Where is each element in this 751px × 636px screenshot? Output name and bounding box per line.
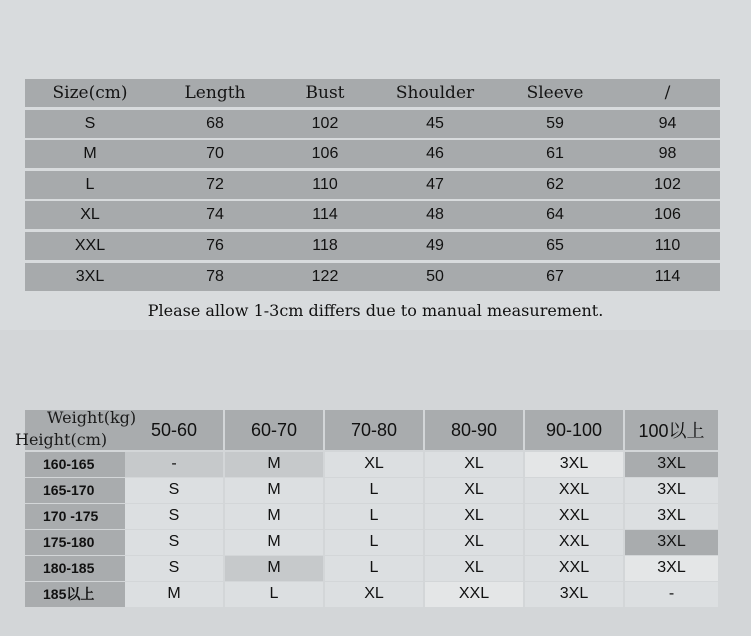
size-recommendation-cell: 3XL (625, 556, 718, 581)
size-cell: 110 (654, 236, 681, 254)
weight-header-row (15, 408, 720, 450)
size-cell: 98 (658, 145, 677, 163)
corner-cell (15, 408, 137, 450)
size-cell: 94 (658, 114, 677, 132)
weight-height-table (15, 408, 720, 608)
size-cell: 50 (426, 267, 444, 285)
size-cell: 106 (311, 145, 339, 163)
size-cell: 47 (426, 175, 444, 193)
extra-header: / (664, 83, 671, 103)
height-label: Height(cm) (15, 430, 108, 449)
size-cell: 48 (426, 206, 444, 224)
length-header: Length (184, 83, 246, 103)
size-recommendation-cell: M (225, 530, 323, 555)
size-cell: 78 (206, 267, 224, 285)
size-recommendation-cell: XL (325, 582, 423, 607)
size-cell: 65 (546, 236, 564, 254)
size-recommendation-cell: L (325, 556, 423, 581)
size-recommendation-cell: M (225, 504, 323, 529)
size-recommendation-cell: XXL (525, 556, 623, 581)
size-recommendation-cell: XL (425, 504, 523, 529)
size-cell: 62 (546, 175, 564, 193)
height-row (25, 530, 720, 555)
weight-header: 80-90 (425, 410, 523, 450)
size-recommendation-cell: 3XL (625, 452, 718, 477)
weight-header: 90-100 (525, 410, 623, 450)
size-cell: 70 (206, 145, 224, 163)
size-recommendation-cell: XXL (525, 530, 623, 555)
height-row (25, 504, 720, 529)
size-cell: 110 (312, 175, 338, 193)
size-recommendation-cell: 3XL (625, 530, 718, 555)
size-cell: 64 (546, 206, 564, 224)
size-cell: 76 (206, 236, 224, 254)
size-label: 3XL (75, 267, 105, 285)
size-cell: 122 (311, 267, 339, 285)
size-recommendation-cell: XXL (525, 478, 623, 503)
size-cell: 102 (311, 114, 339, 132)
weight-header: 50-60 (125, 410, 223, 450)
size-recommendation-cell: M (225, 556, 323, 581)
size-header: Size(cm) (52, 83, 128, 103)
size-recommendation-cell: XL (425, 556, 523, 581)
size-recommendation-cell: - (625, 582, 718, 607)
shoulder-header: Shoulder (395, 83, 475, 103)
size-recommendation-cell: 3XL (525, 582, 623, 607)
size-recommendation-cell: S (125, 556, 223, 581)
size-cell: 59 (546, 114, 564, 132)
size-cell: 68 (206, 114, 224, 132)
size-row (25, 201, 720, 229)
size-recommendation-cell: XL (425, 452, 523, 477)
size-cell: 61 (546, 145, 564, 163)
size-recommendation-cell: M (225, 452, 323, 477)
size-row (25, 171, 720, 199)
size-row (25, 263, 720, 291)
size-cell: 72 (206, 175, 224, 193)
height-range-label: 180-185 (25, 556, 125, 581)
size-recommendation-cell: - (125, 452, 223, 477)
height-row (25, 556, 720, 581)
size-row (25, 110, 720, 138)
size-cell: 46 (426, 145, 444, 163)
size-cell: 45 (426, 114, 444, 132)
size-recommendation-cell: 3XL (625, 504, 718, 529)
size-label: XL (80, 206, 100, 224)
height-range-label: 185以上 (25, 582, 125, 607)
size-row (25, 140, 720, 168)
size-recommendation-cell: S (125, 504, 223, 529)
weight-header: 70-80 (325, 410, 423, 450)
size-cell: 114 (654, 267, 681, 285)
size-recommendation-cell: XXL (425, 582, 523, 607)
size-recommendation-cell: 3XL (525, 452, 623, 477)
size-recommendation-cell: 3XL (625, 478, 718, 503)
measurement-note: Please allow 1-3cm differs due to manual measurement. (147, 301, 604, 320)
size-recommendation-cell: XL (425, 530, 523, 555)
size-cell: 114 (312, 206, 338, 224)
height-row (25, 452, 720, 477)
size-recommendation-cell: S (125, 478, 223, 503)
size-cell: 74 (206, 206, 224, 224)
weight-label: Weight(kg) (47, 408, 137, 427)
height-range-label: 165-170 (25, 478, 125, 503)
size-cell: 118 (312, 236, 338, 254)
size-label: S (84, 114, 96, 132)
size-recommendation-cell: L (225, 582, 323, 607)
size-label: L (85, 175, 95, 193)
size-label: XXL (74, 236, 106, 254)
size-recommendation-cell: L (325, 478, 423, 503)
size-recommendation-cell: XL (325, 452, 423, 477)
size-cell: 67 (546, 267, 564, 285)
size-cell: 49 (426, 236, 444, 254)
size-chart-table (25, 79, 720, 293)
size-recommendation-cell: L (325, 504, 423, 529)
size-recommendation-cell: M (125, 582, 223, 607)
height-range-label: 160-165 (25, 452, 125, 477)
size-cell: 102 (654, 175, 681, 193)
height-range-label: 170 -175 (25, 504, 125, 529)
size-recommendation-cell: S (125, 530, 223, 555)
sleeve-header: Sleeve (526, 83, 584, 103)
size-cell: 106 (654, 206, 681, 224)
bust-header: Bust (305, 83, 345, 103)
size-recommendation-cell: L (325, 530, 423, 555)
size-recommendation-cell: XXL (525, 504, 623, 529)
height-row (25, 478, 720, 503)
size-recommendation-cell: M (225, 478, 323, 503)
size-recommendation-cell: XL (425, 478, 523, 503)
weight-header: 60-70 (225, 410, 323, 450)
size-label: M (83, 145, 97, 163)
size-row (25, 232, 720, 260)
size-chart-header-row (25, 79, 720, 107)
height-row (25, 582, 720, 607)
height-range-label: 175-180 (25, 530, 125, 555)
weight-header: 100以上 (625, 410, 718, 450)
